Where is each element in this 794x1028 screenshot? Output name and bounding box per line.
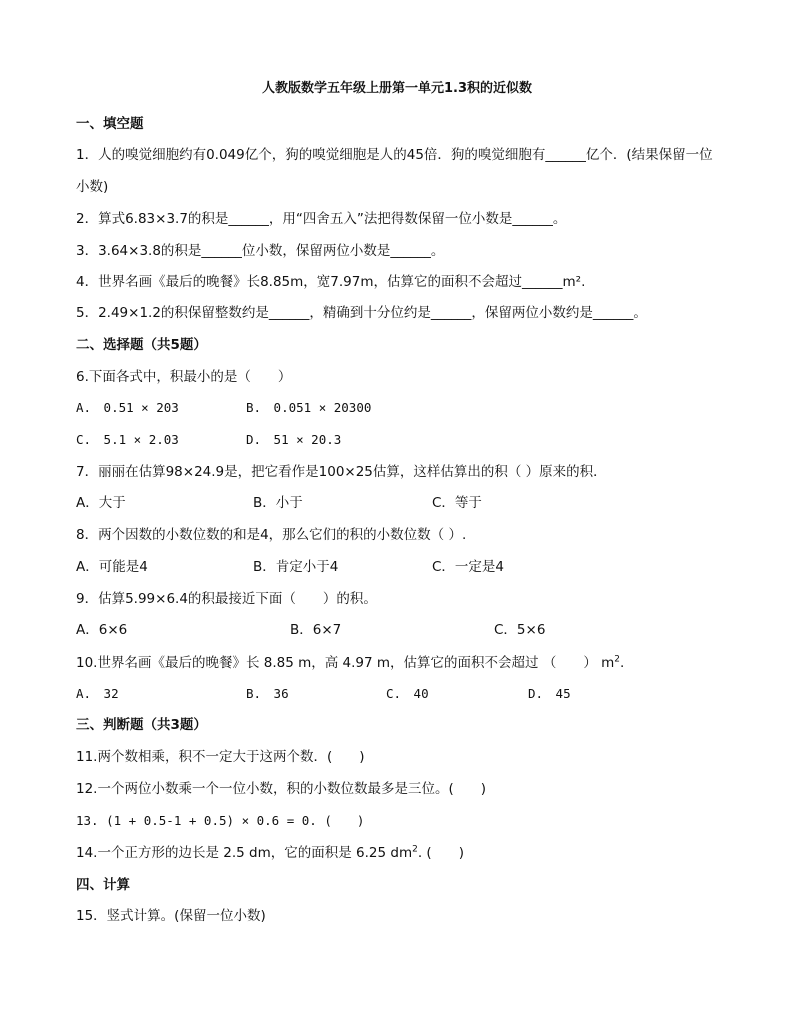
q8-option-c: C．一定是4 bbox=[432, 559, 505, 575]
q10-option-a: A. 32 bbox=[76, 686, 119, 701]
page-title: 人教版数学五年级上册第一单元1.3积的近似数 bbox=[261, 81, 533, 96]
question-6: 6.下面各式中，积最小的是（ ） bbox=[76, 369, 292, 385]
section-fill-blank: 一、填空题 bbox=[76, 116, 144, 132]
question-7: 7．丽丽在估算98×24.9是，把它看作是100×25估算，这样估算出的积（ ）原来的积． bbox=[76, 464, 607, 480]
q7-option-a: A．大于 bbox=[76, 495, 126, 511]
q6-option-d: D. 51 × 20.3 bbox=[246, 432, 342, 447]
q10-option-c: C. 40 bbox=[386, 686, 429, 701]
q7-option-b: B．小于 bbox=[253, 495, 303, 511]
question-15: 15．竖式计算。(保留一位小数) bbox=[76, 908, 266, 924]
q8-option-a: A．可能是4 bbox=[76, 559, 148, 575]
question-10-text: 10.世界名画《最后的晚餐》长 8.85 m，高 4.97 m，估算它的面积不会超过 （ ） m bbox=[76, 655, 615, 671]
question-14-text: 14.一个正方形的边长是 2.5 dm，它的面积是 6.25 dm bbox=[76, 845, 413, 861]
question-10-superscript: 2 bbox=[614, 654, 621, 665]
question-9: 9．估算5.99×6.4的积最接近下面（ ）的积。 bbox=[76, 591, 377, 607]
question-4: 4．世界名画《最后的晚餐》长8.85m，宽7.97m，估算它的面积不会超过______m². bbox=[76, 274, 586, 290]
question-1-line-2: 小数) bbox=[76, 179, 109, 195]
q6-option-b: B. 0.051 × 20300 bbox=[246, 400, 372, 415]
q10-option-b: B. 36 bbox=[246, 686, 289, 701]
question-2: 2．算式6.83×3.7的积是______，用“四舍五入”法把得数保留一位小数是______。 bbox=[76, 211, 567, 227]
q7-option-c: C．等于 bbox=[432, 495, 482, 511]
q8-option-b: B．肯定小于4 bbox=[253, 559, 339, 575]
question-8: 8．两个因数的小数位数的和是4，那么它们的积的小数位数（ ）. bbox=[76, 527, 467, 543]
q10-option-d: D. 45 bbox=[528, 686, 571, 701]
q6-option-a: A. 0.51 × 203 bbox=[76, 400, 179, 415]
question-14 bbox=[76, 844, 464, 862]
question-1-line-1: 1．人的嗅觉细胞约有0.049亿个，狗的嗅觉细胞是人的45倍．狗的嗅觉细胞有______亿个．(结果保留一位 bbox=[76, 147, 713, 163]
q6-option-c: C. 5.1 × 2.03 bbox=[76, 432, 179, 447]
question-14-end: . ( ) bbox=[417, 845, 464, 861]
q9-option-c: C．5×6 bbox=[494, 622, 546, 638]
q9-option-a: A．6×6 bbox=[76, 622, 128, 638]
question-11: 11.两个数相乘，积不一定大于这两个数．( ) bbox=[76, 749, 365, 765]
q9-option-b: B．6×7 bbox=[290, 622, 342, 638]
question-5: 5．2.49×1.2的积保留整数约是______，精确到十分位约是______，保留两位小数约是______。 bbox=[76, 305, 647, 321]
question-3: 3．3.64×3.8的积是______位小数，保留两位小数是______。 bbox=[76, 243, 445, 259]
question-10-end: . bbox=[620, 655, 625, 671]
question-10 bbox=[76, 654, 624, 672]
question-14-superscript: 2 bbox=[412, 844, 418, 855]
section-true-false: 三、判断题（共3题） bbox=[76, 717, 207, 733]
section-calculation: 四、计算 bbox=[76, 877, 130, 893]
question-13: 13. (1 + 0.5-1 + 0.5) × 0.6 = 0. ( ) bbox=[76, 813, 365, 828]
question-12: 12.一个两位小数乘一个一位小数，积的小数位数最多是三位。( ) bbox=[76, 781, 487, 797]
section-multiple-choice: 二、选择题（共5题） bbox=[76, 337, 207, 353]
